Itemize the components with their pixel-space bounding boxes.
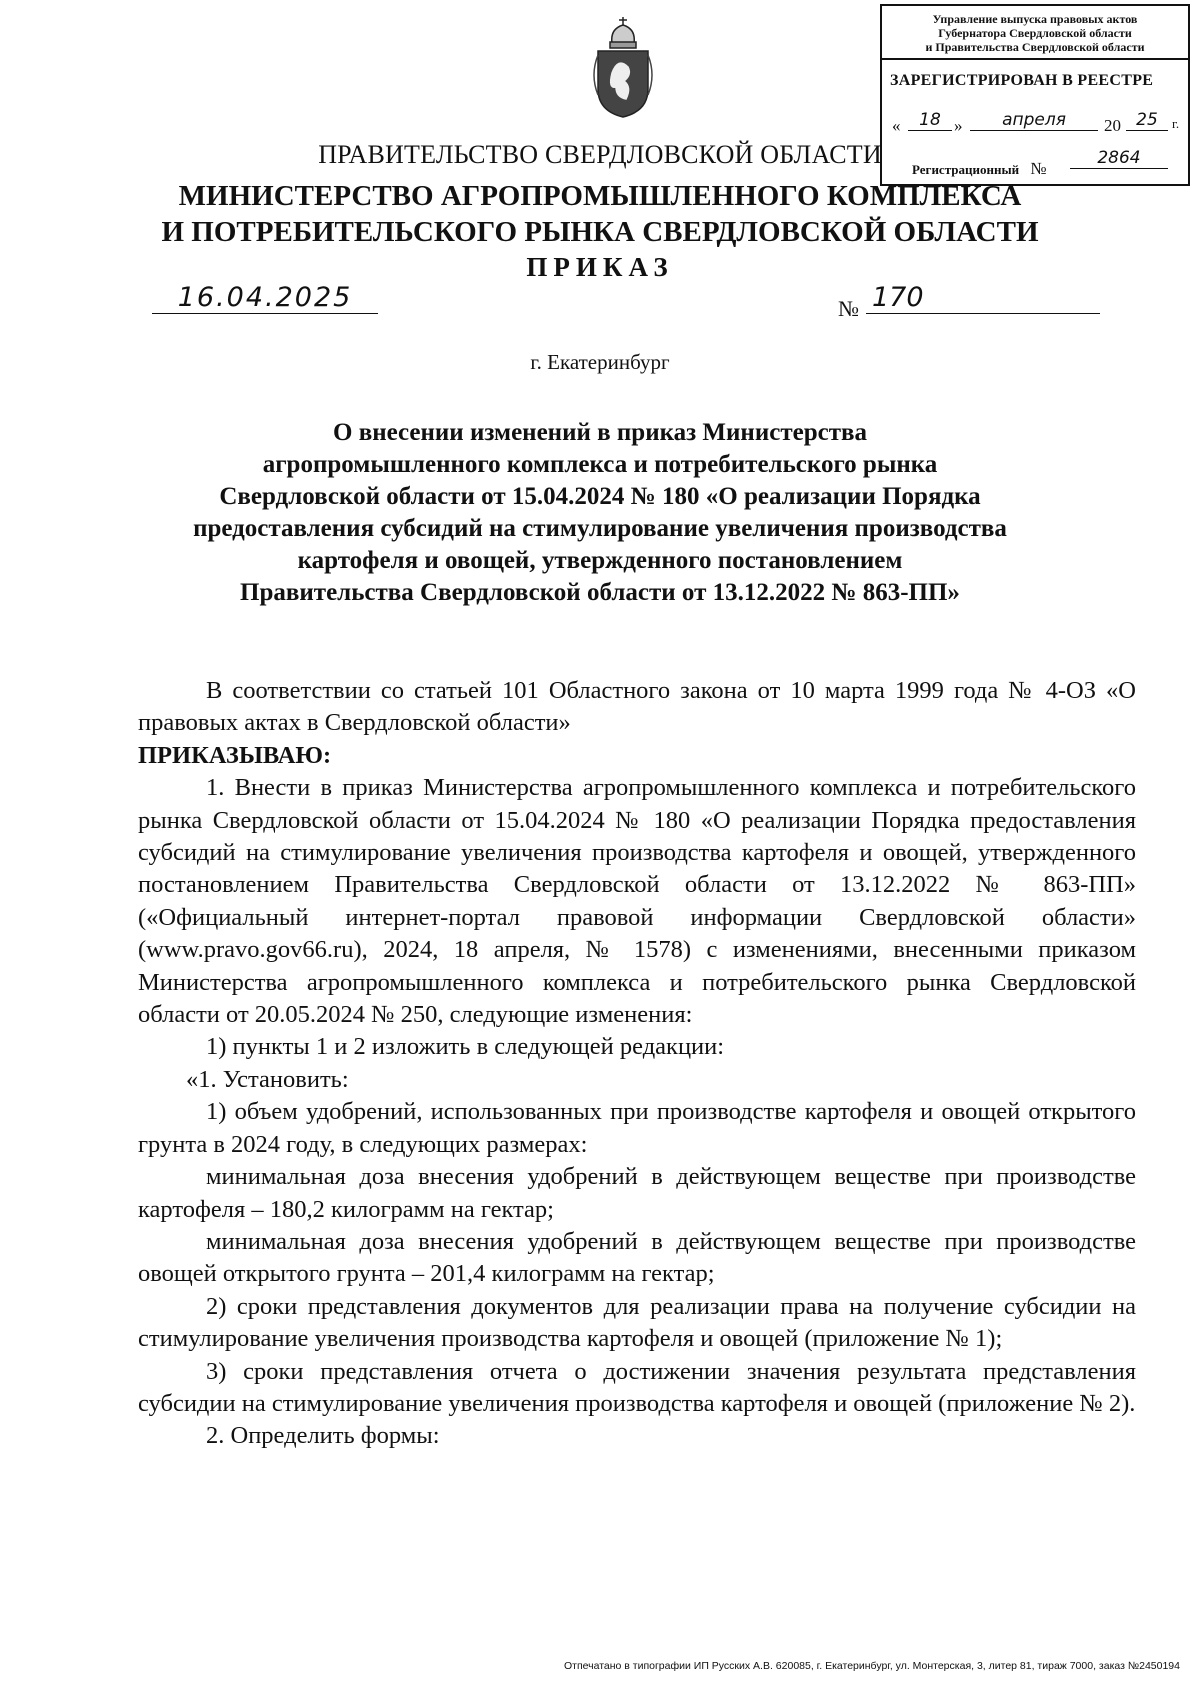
order-word: ПРИКАЗЫВАЮ: <box>138 741 332 769</box>
title-line-5: картофеля и овощей, утвержденного постановлением <box>297 547 903 574</box>
print-footer: Отпечатано в типографии ИП Русских А.В. 620085, г. Екатеринбург, ул. Монтерская, 3, литер 81, тираж 7000, заказ №2450194 <box>563 1660 1180 1672</box>
stamp-year-mark: г. <box>1172 116 1180 131</box>
stamp-line-3: и Правительства Свердловской области <box>925 40 1145 54</box>
city: г. Екатеринбург <box>530 350 670 374</box>
stamp-date <box>890 110 1186 136</box>
quoted-point-2: 2. Определить формы: <box>206 1422 440 1450</box>
item-1-paragraph: 1. Внести в приказ Министерства агропромышленного комплекса и потребительского рынка Свердловской области от 15.04.2024 № 180 «О реализации Порядка предоставления субсидий на стимулирование увеличения производства картофеля и овощей, утвержденного постановлением Правительства Свердловской области от 13.12.2022 № 863-ПП» («Официальный интернет-портал правовой информации Свердловской области» (www.pravo.gov66.ru), 2024, 18 апреля, № 1578) с изменениями, внесенными приказом Министерства агропромышленного комплекса и потребительского рынка Свердловской области от 20.05.2024 № 250, следующие изменения: <box>138 774 1136 1029</box>
order-number: 170 <box>866 282 1100 314</box>
stamp-year-suffix: 25 <box>1126 110 1168 131</box>
stamp-reg-no-sign: № <box>1030 159 1047 178</box>
document-title <box>150 417 1050 609</box>
stamp-quote-open: « <box>892 116 901 135</box>
dose-potato-paragraph: минимальная доза внесения удобрений в действующем веществе при производстве картофеля – 180,2 килограмм на гектар; <box>138 1163 1136 1223</box>
quoted-subpoint-3: 3) сроки представления отчета о достижении значения результата представления субсидии на стимулирование увеличения производства картофеля и овощей (приложение № 2). <box>138 1357 1136 1417</box>
title-line-2: агропромышленного комплекса и потребительского рынка <box>262 451 938 478</box>
government-name: ПРАВИТЕЛЬСТВО СВЕРДЛОВСКОЙ ОБЛАСТИ <box>318 140 882 169</box>
ministry-name-line-1: МИНИСТЕРСТВО АГРОПРОМЫШЛЕННОГО КОМПЛЕКСА <box>178 180 1022 212</box>
title-line-3: Свердловской области от 15.04.2024 № 180 «О реализации Порядка <box>219 483 981 510</box>
stamp-day: 18 <box>908 110 952 131</box>
stamp-header <box>882 8 1188 60</box>
stamp-reg-number: 2864 <box>1070 148 1168 169</box>
title-line-6: Правительства Свердловской области от 13.12.2022 № 863-ПП» <box>240 579 960 606</box>
quoted-subpoint-2: 2) сроки представления документов для реализации права на получение субсидии на стимулирование увеличения производства картофеля и овощей (приложение № 1); <box>138 1292 1136 1353</box>
subitem-1-paragraph: 1) пункты 1 и 2 изложить в следующей редакции: <box>206 1033 725 1061</box>
quoted-point-1: «1. Установить: <box>186 1065 349 1093</box>
document-body <box>138 675 1136 1453</box>
stamp-month: апреля <box>970 110 1098 131</box>
stamp-year-prefix: 20 <box>1104 116 1121 135</box>
ministry-name-line-2: И ПОТРЕБИТЕЛЬСКОГО РЫНКА СВЕРДЛОВСКОЙ ОБЛАСТИ <box>161 216 1039 248</box>
dose-vegetables-paragraph: минимальная доза внесения удобрений в действующем веществе при производстве овощей открытого грунта – 201,4 килограмм на гектар; <box>138 1227 1136 1288</box>
title-line-1: О внесении изменений в приказ Министерства <box>333 419 867 446</box>
stamp-reg-label: Регистрационный <box>912 162 1020 177</box>
stamp-quote-close: » <box>954 116 963 135</box>
ministry-name <box>140 178 1060 250</box>
title-line-4: предоставления субсидий на стимулирование увеличения производства <box>193 515 1007 542</box>
coat-of-arms-emblem <box>588 15 658 120</box>
order-number-label: № <box>838 296 859 321</box>
preamble-paragraph: В соответствии со статьей 101 Областного закона от 10 марта 1999 года № 4-ОЗ «О правовых актах в Свердловской области» <box>138 677 1136 737</box>
order-date: 16.04.2025 <box>152 282 378 314</box>
quoted-subpoint-1: 1) объем удобрений, использованных при производстве картофеля и овощей открытого грунта в 2024 году, в следующих размерах: <box>138 1098 1136 1158</box>
stamp-registered-label: ЗАРЕГИСТРИРОВАН В РЕЕСТРЕ <box>890 72 1154 89</box>
stamp-line-2: Губернатора Свердловской области <box>938 26 1132 40</box>
stamp-line-1: Управление выпуска правовых актов <box>932 12 1138 26</box>
document-type: ПРИКАЗ <box>526 252 674 282</box>
